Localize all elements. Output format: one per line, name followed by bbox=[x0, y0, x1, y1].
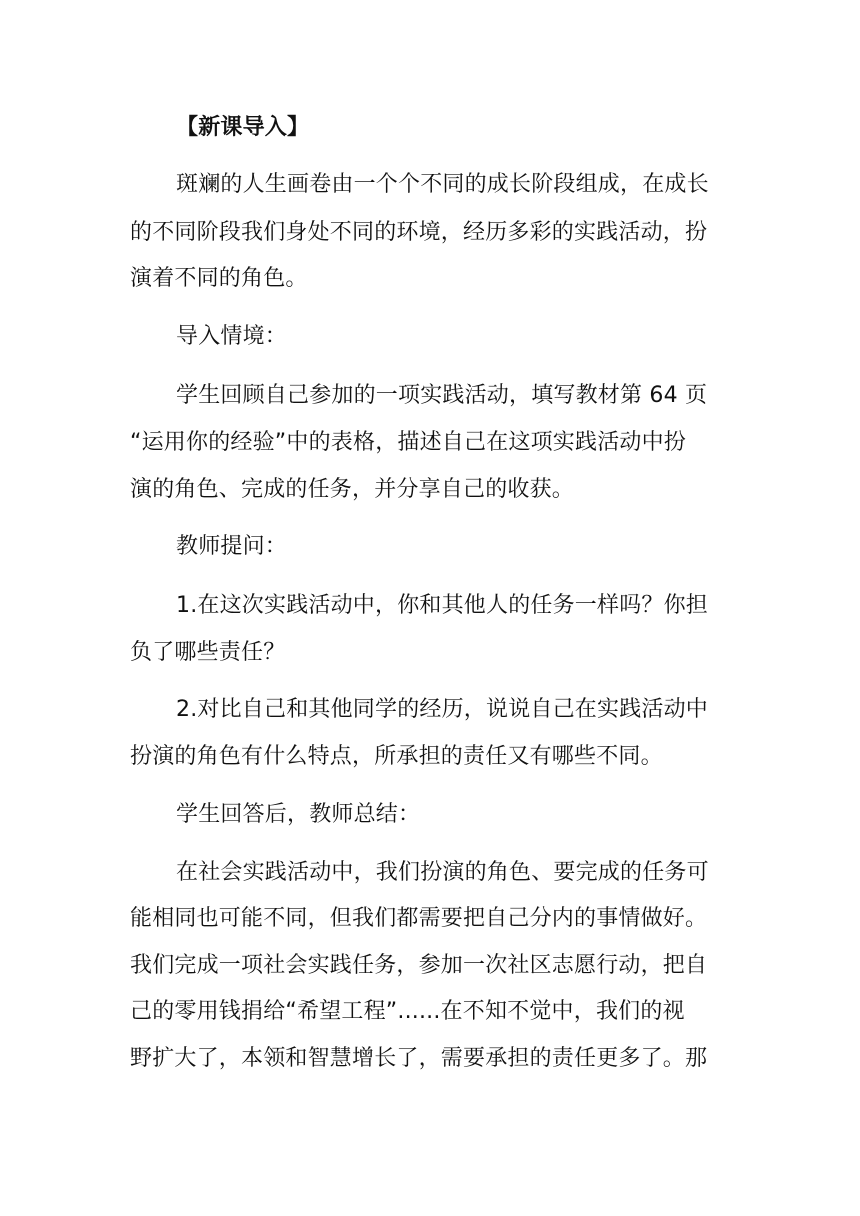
paragraph-line: 我们完成一项社会实践任务，参加一次社区志愿行动，把自 bbox=[130, 953, 708, 978]
situation-label: 导入情境： bbox=[176, 324, 288, 349]
paragraph-line: 演的角色、完成的任务，并分享自己的收获。 bbox=[130, 477, 575, 502]
question-line: 2.对比自己和其他同学的经历，说说自己在实践活动中 bbox=[176, 697, 708, 722]
question-line: 1.在这次实践活动中，你和其他人的任务一样吗？你担 bbox=[176, 593, 708, 618]
paragraph-line: 演着不同的角色。 bbox=[130, 266, 308, 291]
question-line: 负了哪些责任？ bbox=[130, 640, 286, 665]
teacher-question-label: 教师提问： bbox=[176, 534, 288, 559]
paragraph-line: 在社会实践活动中，我们扮演的角色、要完成的任务可 bbox=[176, 860, 709, 885]
question-line: 扮演的角色有什么特点，所承担的责任又有哪些不同。 bbox=[130, 744, 663, 769]
summary-label: 学生回答后，教师总结： bbox=[176, 802, 421, 827]
section-heading: 【新课导入】 bbox=[176, 115, 310, 140]
paragraph-line: 学生回顾自己参加的一项实践活动，填写教材第 64 页 bbox=[176, 383, 708, 408]
paragraph-line: “运用你的经验”中的表格，描述自己在这项实践活动中扮 bbox=[130, 430, 686, 455]
paragraph-line: 能相同也可能不同，但我们都需要把自己分内的事情做好。 bbox=[130, 906, 708, 931]
paragraph-line: 己的零用钱捐给“希望工程”......在不知不觉中，我们的视 bbox=[130, 999, 685, 1024]
paragraph-line: 野扩大了，本领和智慧增长了，需要承担的责任更多了。那 bbox=[130, 1046, 708, 1071]
paragraph-line: 斑斓的人生画卷由一个个不同的成长阶段组成，在成长 bbox=[176, 172, 709, 197]
paragraph-line: 的不同阶段我们身处不同的环境，经历多彩的实践活动，扮 bbox=[130, 220, 708, 245]
